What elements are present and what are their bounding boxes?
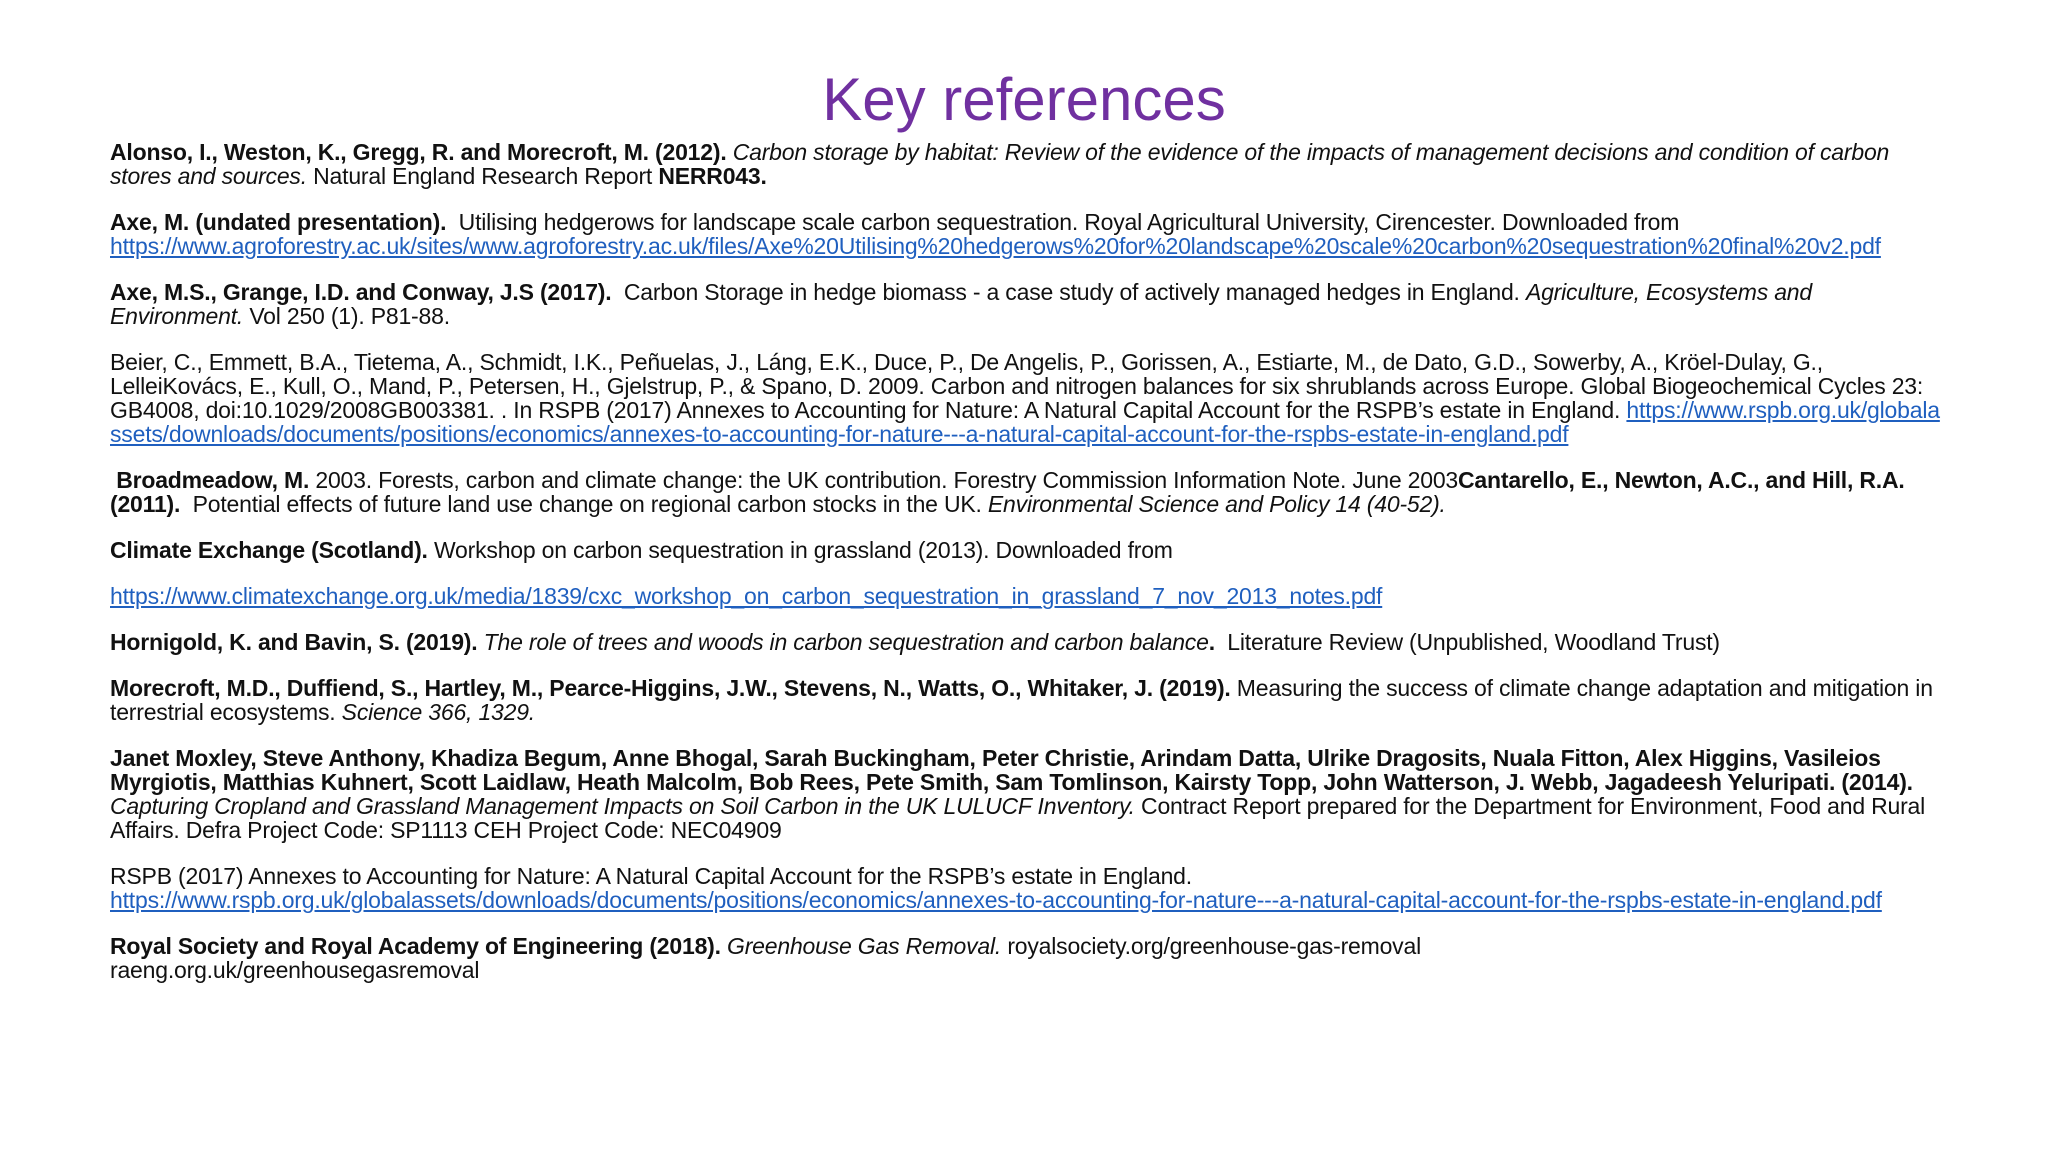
reference-text: Measuring the success of climate change adaptation and mitigation in terrestrial ecosystems. <box>110 675 1933 725</box>
reference-item-climate-exchange-url <box>110 584 1950 608</box>
reference-text-2: Potential effects of future land use change on regional carbon stocks in the UK. <box>192 491 982 517</box>
reference-journal: Environmental Science and Policy 14 (40-52). <box>987 491 1446 517</box>
reference-journal: Agriculture, Ecosystems and Environment. <box>110 279 1812 329</box>
reference-item-morecroft <box>110 676 1950 724</box>
reference-link[interactable]: https://www.rspb.org.uk/globalassets/downloads/documents/positions/economics/annexes-to-accounting-for-nature---a-natural-capital-account-for-the-rspbs-estate-in-england.pdf <box>110 397 1940 447</box>
reference-author: Janet Moxley, Steve Anthony, Khadiza Begum, Anne Bhogal, Sarah Buckingham, Peter Christie, Arindam Datta, Ulrike Dragosits, Nuala Fitton, Alex Higgins, Vasileios Myrgiotis, Matthias Kuhnert, Scott Laidlaw, Heath Malcolm, Bob Rees, Pete Smith, Sam Tomlinson, Kairsty Topp, John Watterson, J. Webb, Jagadeesh Yeluripati. (2014). <box>110 745 1913 795</box>
reference-item-moxley <box>110 746 1950 842</box>
reference-text: Utilising hedgerows for landscape scale carbon sequestration. Royal Agricultural University, Cirencester. Downloaded from <box>458 209 1680 235</box>
reference-text-2: raeng.org.uk/greenhousegasremoval <box>110 957 480 983</box>
reference-text: royalsociety.org/greenhouse-gas-removal <box>1007 933 1421 959</box>
reference-item-alonso <box>110 140 1950 188</box>
reference-author: Hornigold, K. and Bavin, S. (2019). <box>110 629 478 655</box>
reference-item-axe-2017 <box>110 280 1950 328</box>
reference-link[interactable]: https://www.rspb.org.uk/globalassets/downloads/documents/positions/economics/annexes-to-accounting-for-nature---a-natural-capital-account-for-the-rspbs-estate-in-england.pdf <box>110 887 1882 913</box>
reference-author: Morecroft, M.D., Duffiend, S., Hartley, M., Pearce-Higgins, J.W., Stevens, N., Watts, O., Whitaker, J. (2019). <box>110 675 1231 701</box>
reference-separator: . <box>1208 629 1215 655</box>
reference-author: Axe, M.S., Grange, I.D. and Conway, J.S (2017). <box>110 279 612 305</box>
reference-link[interactable]: https://www.climatexchange.org.uk/media/1839/cxc_workshop_on_carbon_sequestration_in_grassland_7_nov_2013_notes.pdf <box>110 583 1383 609</box>
reference-author: Royal Society and Royal Academy of Engineering (2018). <box>110 933 721 959</box>
reference-author: Alonso, I., Weston, K., Gregg, R. and Morecroft, M. (2012). <box>110 139 727 165</box>
reference-author-2: Cantarello, E., Newton, A.C., and Hill, R.A. (2011). <box>110 467 1905 517</box>
reference-text: Natural England Research Report <box>313 163 653 189</box>
reference-list <box>110 140 1950 1004</box>
reference-title: Greenhouse Gas Removal. <box>727 933 1002 959</box>
reference-text: Beier, C., Emmett, B.A., Tietema, A., Schmidt, I.K., Peñuelas, J., Láng, E.K., Duce, P., De Angelis, P., Gorissen, A., Estiarte, M., de Dato, G.D., Sowerby, A., Kröel-Dulay, G., LelleiKovács, E., Kull, O., Mand, P., Petersen, H., Gjelstrup, P., & Spano, D. 2009. Carbon and nitrogen balances for six shrublands across Europe. Global Biogeochemical Cycles 23: GB4008, doi:10.1029/2008GB003381. . In RSPB (2017) Annexes to Accounting for Nature: A Natural Capital Account for the RSPB’s estate in England. <box>110 349 1924 423</box>
reference-item-hornigold <box>110 630 1950 654</box>
reference-author: Climate Exchange (Scotland). <box>110 537 428 563</box>
reference-journal: Science 366, 1329. <box>341 699 535 725</box>
reference-author: Axe, M. (undated presentation). <box>110 209 447 235</box>
reference-tail: Vol 250 (1). P81-88. <box>249 303 450 329</box>
page-title: Key references <box>822 66 1226 133</box>
reference-item-climate-exchange <box>110 538 1950 562</box>
reference-link[interactable]: https://www.agroforestry.ac.uk/sites/www.agroforestry.ac.uk/files/Axe%20Utilising%20hedgerows%20for%20landscape%20scale%20carbon%20sequestration%20final%20v2.pdf <box>110 233 1881 259</box>
reference-text: Carbon Storage in hedge biomass - a case study of actively managed hedges in England. <box>623 279 1520 305</box>
reference-text: Workshop on carbon sequestration in grassland (2013). Downloaded from <box>433 537 1173 563</box>
reference-item-rspb <box>110 864 1950 912</box>
reference-text: RSPB (2017) Annexes to Accounting for Nature: A Natural Capital Account for the RSPB’s estate in England. <box>110 863 1192 889</box>
reference-author: Broadmeadow, M. <box>116 467 310 493</box>
reference-text: Contract Report prepared for the Department for Environment, Food and Rural Affairs. Defra Project Code: SP1113 CEH Project Code: NEC04909 <box>110 793 1926 843</box>
reference-item-beier <box>110 350 1950 446</box>
reference-item-axe-undated <box>110 210 1950 258</box>
reference-item-broadmeadow <box>110 468 1950 516</box>
reference-code: NERR043. <box>658 163 767 189</box>
reference-text: 2003. Forests, carbon and climate change: the UK contribution. Forestry Commission Information Note. June 2003 <box>315 467 1459 493</box>
reference-title: Carbon storage by habitat: Review of the evidence of the impacts of management decisions and condition of carbon stores and sources. <box>110 139 1890 189</box>
reference-item-royal-society <box>110 934 1950 982</box>
reference-title: Capturing Cropland and Grassland Management Impacts on Soil Carbon in the UK LULUCF Inventory. <box>110 793 1135 819</box>
reference-title: The role of trees and woods in carbon sequestration and carbon balance <box>483 629 1209 655</box>
reference-text: Literature Review (Unpublished, Woodland Trust) <box>1227 629 1720 655</box>
